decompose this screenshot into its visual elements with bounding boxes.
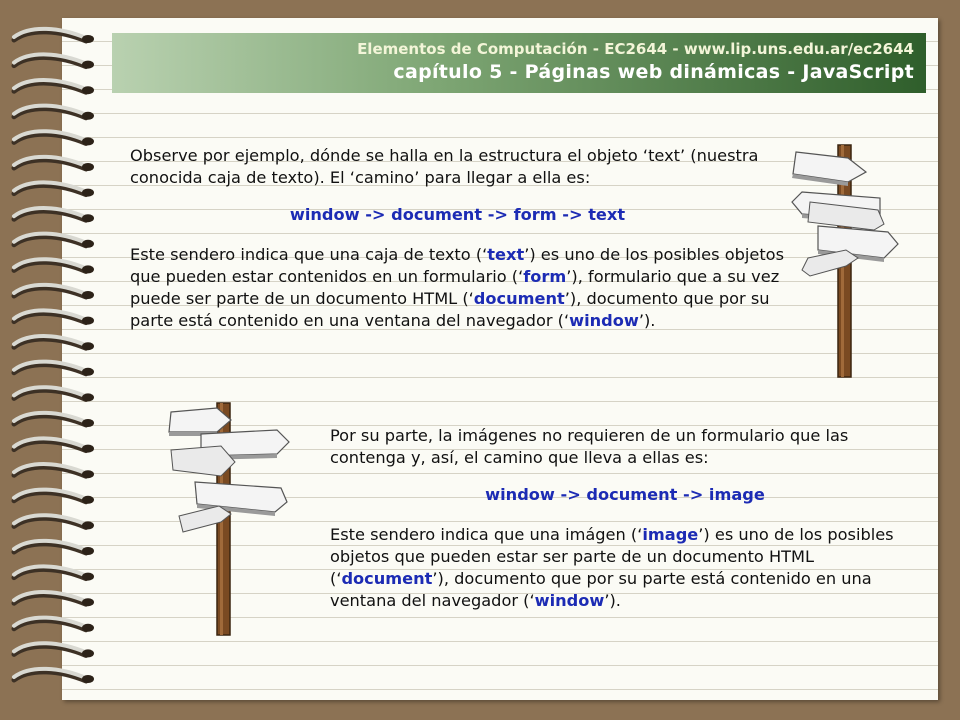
binding-ring bbox=[14, 208, 94, 222]
intro-paragraph: Por su parte, la imágenes no requieren de un formulario que las contenga y, así, el camino que lleva a ellas es: bbox=[330, 426, 849, 467]
binding-ring bbox=[14, 618, 94, 632]
text-run: Este sendero indica que una imágen (‘ bbox=[330, 525, 643, 544]
text-run: ’), documento que por su parte está contenido en una ventana del navegador (‘ bbox=[330, 569, 872, 610]
binding-ring bbox=[14, 234, 94, 248]
binding-ring bbox=[14, 515, 94, 529]
text-run: ’), documento que por su parte está contenido en una ventana del navegador (‘ bbox=[130, 289, 770, 330]
keyword-image: image bbox=[642, 525, 699, 544]
intro-paragraph: Observe por ejemplo, dónde se halla en la estructura el objeto ‘text’ (nuestra conocida caja de texto). El ‘camino’ para llegar a ella es: bbox=[130, 146, 759, 187]
text-run: ’). bbox=[638, 311, 656, 330]
binding-ring bbox=[14, 285, 94, 299]
spiral-binding-icon bbox=[0, 0, 110, 720]
text-run: Este sendero indica que una caja de texto (‘ bbox=[130, 245, 488, 264]
binding-ring bbox=[14, 54, 94, 68]
binding-ring bbox=[14, 387, 94, 401]
section-form-path bbox=[130, 145, 790, 332]
binding-ring bbox=[14, 643, 94, 657]
keyword-document: document bbox=[341, 569, 433, 588]
keyword-document: document bbox=[473, 289, 565, 308]
binding-ring bbox=[14, 80, 94, 94]
explanation-paragraph bbox=[130, 244, 790, 332]
text-run: ’) es uno de los posibles objetos que pueden estar contenidos en un formulario (‘ bbox=[130, 245, 785, 286]
slide-header bbox=[112, 33, 926, 93]
binding-ring bbox=[14, 592, 94, 606]
binding-ring bbox=[14, 464, 94, 478]
text-run: ’) es uno de los posibles objetos que pueden estar ser parte de un documento HTML (‘ bbox=[330, 525, 894, 588]
binding-ring bbox=[14, 490, 94, 504]
object-path: window -> document -> image bbox=[485, 485, 765, 504]
object-path: window -> document -> form -> text bbox=[289, 205, 626, 224]
binding-ring bbox=[14, 336, 94, 350]
binding-ring bbox=[14, 438, 94, 452]
binding-ring bbox=[14, 669, 94, 683]
binding-ring bbox=[14, 413, 94, 427]
binding-ring bbox=[14, 157, 94, 171]
binding-ring bbox=[14, 362, 94, 376]
signpost-icon bbox=[788, 140, 903, 380]
keyword-window: window bbox=[534, 591, 605, 610]
text-run: ’). bbox=[604, 591, 621, 610]
binding-ring bbox=[14, 310, 94, 324]
chapter-title: capítulo 5 - Páginas web dinámicas - JavaScript bbox=[393, 61, 914, 83]
keyword-form: form bbox=[523, 267, 567, 286]
binding-ring bbox=[14, 131, 94, 145]
binding-ring bbox=[14, 566, 94, 580]
explanation-paragraph bbox=[330, 524, 920, 612]
binding-ring bbox=[14, 29, 94, 43]
keyword-text: text bbox=[487, 245, 525, 264]
binding-ring bbox=[14, 259, 94, 273]
binding-ring bbox=[14, 106, 94, 120]
keyword-window: window bbox=[569, 311, 639, 330]
binding-ring bbox=[14, 182, 94, 196]
section-image-path bbox=[330, 425, 920, 612]
signpost-icon bbox=[165, 398, 295, 638]
binding-ring bbox=[14, 541, 94, 555]
text-run: ’), formulario que a su vez puede ser parte de un documento HTML (‘ bbox=[130, 267, 780, 308]
course-title: Elementos de Computación - EC2644 - www.lip.uns.edu.ar/ec2644 bbox=[357, 40, 914, 58]
